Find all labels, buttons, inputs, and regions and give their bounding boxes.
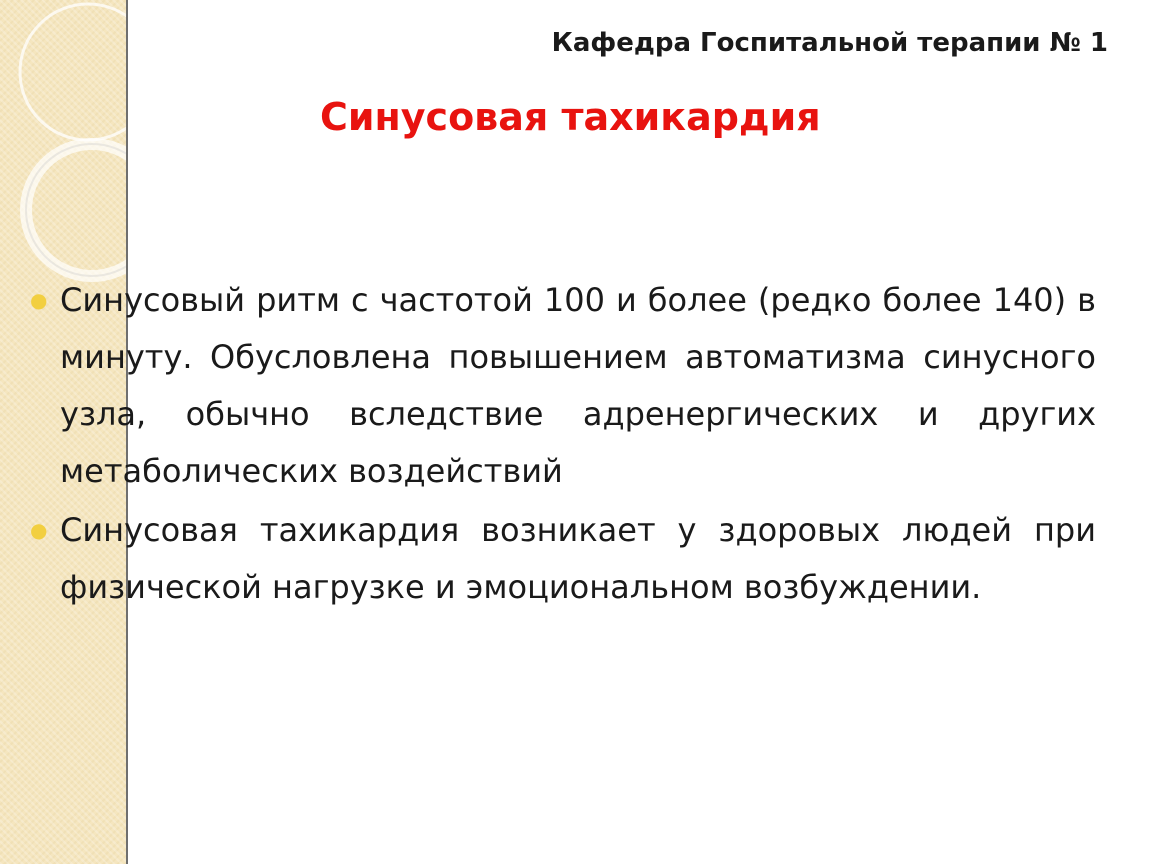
bullet-list <box>30 272 1096 618</box>
slide-title: Синусовая тахикардия <box>320 95 821 139</box>
bullet-dot-icon: ● <box>30 288 48 312</box>
department-header: Кафедра Госпитальной терапии № 1 <box>551 28 1108 58</box>
bullet-item-1 <box>30 272 1096 500</box>
bullet-text-2: Синусовая тахикардия возникает у здоровых людей при физической нагрузке и эмоциональном возбуждении. <box>60 511 1096 606</box>
bullet-text-1: Синусовый ритм с частотой 100 и более (редко более 140) в минуту. Обусловлена повышением автоматизма синусного узла, обычно вследствие адренергических и других метаболических воздействий <box>60 281 1096 490</box>
bullet-item-2 <box>30 502 1096 616</box>
bullet-dot-icon: ● <box>30 518 48 542</box>
